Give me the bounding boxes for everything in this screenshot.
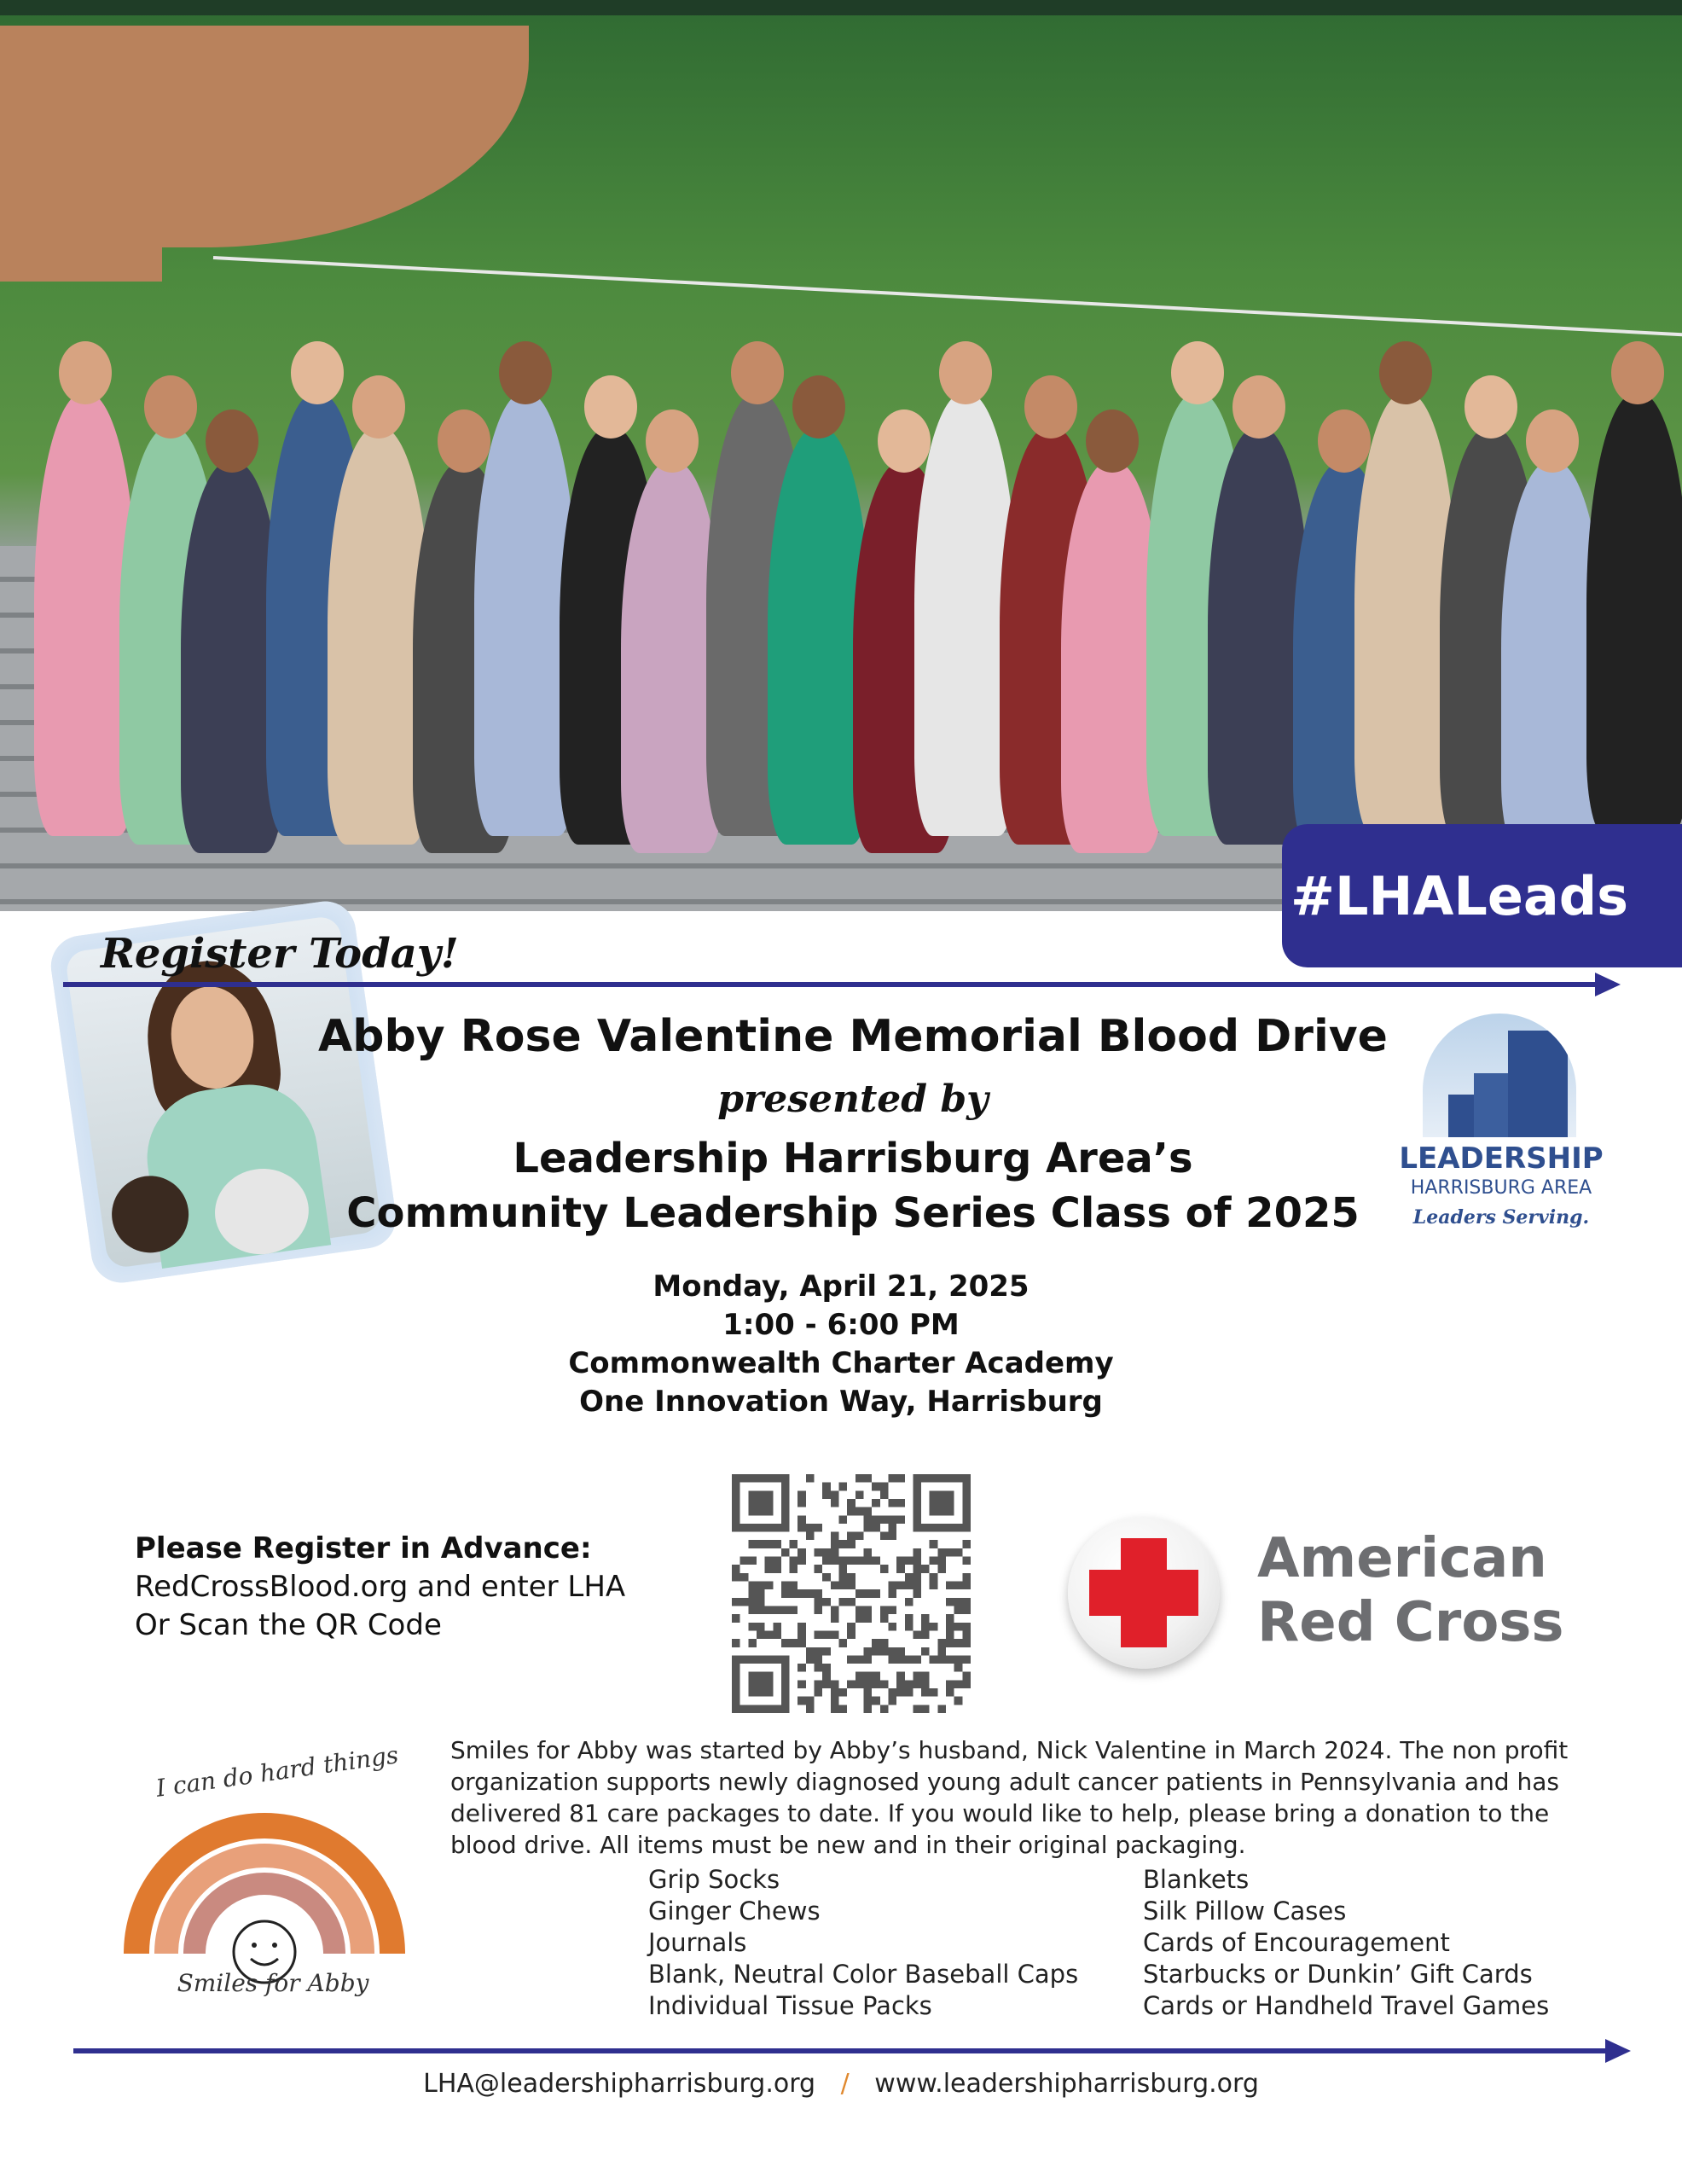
event-date: Monday, April 21, 2025 [652, 1269, 1030, 1304]
lha-logo-sub: HARRISBURG AREA [1410, 1177, 1592, 1199]
top-divider-line [63, 982, 1598, 987]
presented-by-text: presented by [717, 1077, 989, 1121]
person-head [499, 341, 552, 404]
person-head [352, 375, 405, 439]
outfield-fence [0, 0, 1682, 15]
registration-qr-code[interactable] [732, 1474, 971, 1713]
person-head [646, 410, 699, 473]
person-head [1024, 375, 1077, 439]
person-head [731, 341, 784, 404]
person-head [1611, 341, 1664, 404]
register-instructions: RedCrossBlood.org and enter LHA [135, 1570, 626, 1604]
person-head [1379, 341, 1432, 404]
person-head [1464, 375, 1517, 439]
baseline-dirt [0, 247, 162, 282]
building-skyline-icon [1423, 1014, 1576, 1137]
hashtag-badge [1282, 824, 1682, 967]
person-head [1171, 341, 1224, 404]
list-item: Journals [648, 1928, 747, 1957]
leadership-harrisburg-logo [1399, 1014, 1604, 1244]
red-cross-name-line1: American [1257, 1527, 1547, 1590]
person-head [206, 410, 258, 473]
infield-dirt [0, 26, 529, 247]
list-item: Ginger Chews [648, 1896, 821, 1926]
hero-group-photo [0, 0, 1682, 911]
smiles-for-abby-description: Smiles for Abby was started by Abby’s husband, Nick Valentine in March 2024. The non profit organization supports newly diagnosed young adult cancer patients in Pennsylvania and has delivered 81 care packages to date. If you would like to help, please bring a donation to the blood drive. All items must be new and in their original packaging. [450, 1736, 1569, 1859]
footer-separator: / [840, 2069, 850, 2099]
person-head [1526, 410, 1579, 473]
person-silhouette [1586, 392, 1682, 836]
event-time: 1:00 - 6:00 PM [722, 1308, 960, 1342]
list-item: Silk Pillow Cases [1143, 1896, 1347, 1926]
person-head [584, 375, 637, 439]
smiles-for-abby-logo [119, 1740, 426, 2005]
person-head [291, 341, 344, 404]
register-heading: Please Register in Advance: [135, 1531, 592, 1565]
person-head [939, 341, 992, 404]
footer-contact [0, 2069, 1682, 2099]
list-item: Cards of Encouragement [1143, 1928, 1450, 1957]
person-head [878, 410, 931, 473]
hashtag-text: #LHALeads [1290, 864, 1629, 927]
donation-items-left [648, 1864, 1126, 2022]
event-address: One Innovation Way, Harrisburg [579, 1385, 1103, 1419]
person-head [1086, 410, 1139, 473]
smiles-logo-bottom-text: Smiles for Abby [177, 1969, 369, 1997]
lha-logo-tagline: Leaders Serving. [1412, 1206, 1590, 1228]
red-cross-icon-bar [1089, 1570, 1198, 1616]
person-head [438, 410, 490, 473]
organization-line: Leadership Harrisburg Area’s [513, 1135, 1193, 1182]
person-head [792, 375, 845, 439]
person-head [59, 341, 112, 404]
list-item: Starbucks or Dunkin’ Gift Cards [1143, 1960, 1533, 1989]
bottom-divider-arrow-icon [1605, 2039, 1631, 2063]
register-qr-instructions: Or Scan the QR Code [135, 1608, 442, 1642]
person-head [1232, 375, 1285, 439]
register-today-heading: Register Today! [101, 930, 459, 978]
top-divider-arrow-icon [1595, 973, 1621, 996]
class-line: Community Leadership Series Class of 2025 [346, 1189, 1360, 1237]
list-item: Individual Tissue Packs [648, 1991, 932, 2020]
list-item: Blankets [1143, 1865, 1250, 1894]
event-title: Abby Rose Valentine Memorial Blood Drive [318, 1011, 1388, 1062]
list-item: Grip Socks [648, 1865, 780, 1894]
smiles-logo-top-text: I can do hard things [154, 1740, 401, 1803]
event-venue: Commonwealth Charter Academy [568, 1346, 1114, 1380]
person-head [1318, 410, 1371, 473]
footer-website-link[interactable]: www.leadershipharrisburg.org [874, 2069, 1259, 2099]
person-head [144, 375, 197, 439]
list-item: Blank, Neutral Color Baseball Caps [648, 1960, 1079, 1989]
red-cross-name-line2: Red Cross [1257, 1591, 1564, 1654]
donation-items-right [1143, 1864, 1621, 2022]
list-item: Cards or Handheld Travel Games [1143, 1991, 1550, 2020]
lha-logo-name: LEADERSHIP [1399, 1141, 1604, 1176]
field-line [213, 256, 1682, 340]
bottom-divider-line [73, 2048, 1609, 2053]
footer-email-link[interactable]: LHA@leadershipharrisburg.org [423, 2069, 816, 2099]
